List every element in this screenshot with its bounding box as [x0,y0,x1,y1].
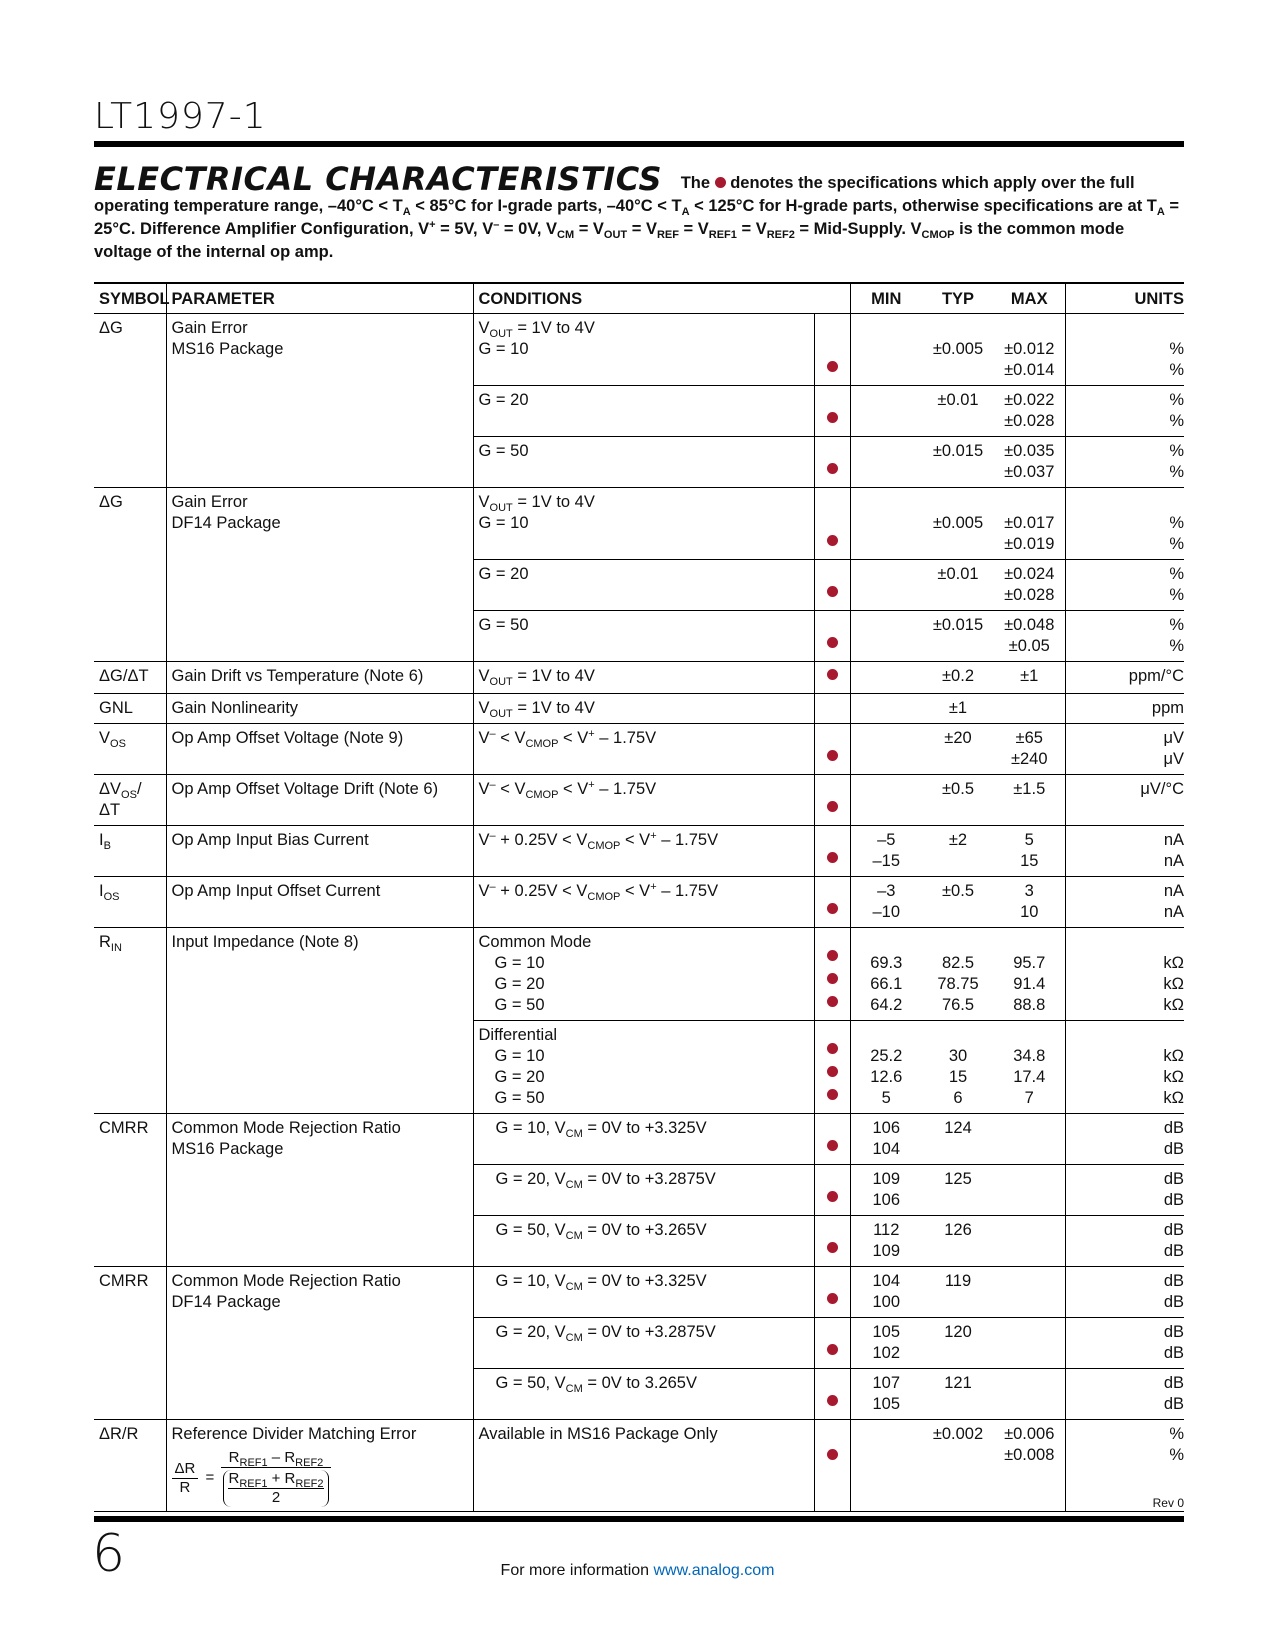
table-cell: 126 [922,1216,994,1267]
table-cell [850,386,922,437]
col-units: UNITS [1065,283,1184,314]
table-cell: ±2 [922,826,994,877]
bullet-dot-icon [827,637,838,648]
table-row [94,488,1184,560]
table-cell: CMRR [94,1114,166,1267]
bullet-dot-icon [827,535,838,546]
table-cell: $\Delta V_{OS}/\Delta T$ [94,775,166,826]
table-cell [814,611,850,662]
table-cell: % % [1065,386,1184,437]
table-cell: 95.7 91.4 88.8 [994,928,1065,1021]
header-rule [94,141,1184,147]
table-cell [814,775,850,826]
table-cell [814,1114,850,1165]
table-row [94,1267,1184,1318]
table-cell: μV μV [1065,724,1184,775]
table-cell: ±0.015 [922,611,994,662]
table-cell: nA nA [1065,826,1184,877]
table-cell: Op Amp Offset Voltage (Note 9) [166,724,473,775]
revision-label: Rev 0 [1152,1496,1184,1510]
col-typ: TYP [922,283,994,314]
table-cell: 104 100 [850,1267,922,1318]
table-cell [850,662,922,694]
table-cell: ±0.048 ±0.05 [994,611,1065,662]
table-cell [814,1318,850,1369]
table-cell: GNL [94,694,166,724]
table-cell: ±0.2 [922,662,994,694]
table-cell: ±65 ±240 [994,724,1065,775]
table-cell: $V^- < V_{CMOP} < V^+ - 1.75V$ [473,775,814,826]
table-cell: G = 50 [473,611,814,662]
table-cell: G = 10, $V_{CM} = 0V$ to +3.325V [473,1114,814,1165]
table-cell: $V^- < V_{CMOP} < V^+ - 1.75V$ [473,724,814,775]
table-cell: 109 106 [850,1165,922,1216]
table-cell [850,775,922,826]
table-cell [994,1369,1065,1420]
table-cell [850,488,922,560]
table-cell: –3 –10 [850,877,922,928]
table-row [94,775,1184,826]
table-cell: $V_{OUT} = 1V$ to 4V [473,694,814,724]
table-cell: $I_{OS}$ [94,877,166,928]
table-cell: Common Mode Rejection Ratio DF14 Package [166,1267,473,1420]
table-cell: G = 10, $V_{CM} = 0V$ to +3.325V [473,1267,814,1318]
bullet-dot-icon [827,1449,838,1460]
table-cell: % % [1065,437,1184,488]
footer-info: For more information www.analog.com [500,1562,775,1579]
table-cell: CMRR [94,1267,166,1420]
table-cell: Op Amp Input Offset Current [166,877,473,928]
table-cell: Common Mode Rejection Ratio MS16 Package [166,1114,473,1267]
table-row [94,1420,1184,1512]
bullet-dot-icon [827,1344,838,1355]
table-cell: Gain Error MS16 Package [166,314,473,488]
table-cell: Op Amp Offset Voltage Drift (Note 6) [166,775,473,826]
table-cell: kΩ kΩ kΩ [1065,928,1184,1021]
table-cell: ±0.5 [922,775,994,826]
table-cell [814,1021,850,1114]
table-cell: $V^- + 0.25V < V_{CMOP} < V^+ - 1.75V$ [473,877,814,928]
table-cell: 124 [922,1114,994,1165]
electrical-characteristics-table [94,282,1184,1512]
table-cell: ±0.005 [922,314,994,386]
table-cell: ±0.017 ±0.019 [994,488,1065,560]
table-row [94,928,1184,1021]
bullet-dot-icon [827,1395,838,1406]
table-cell: Reference Divider Matching Error $\frac{\Delta R}{R}$ = $R_{REF1} - R_{REF2}$ $R_{REF1} + R_{REF2}$ 2 [166,1420,473,1512]
table-cell: Gain Drift vs Temperature (Note 6) [166,662,473,694]
table-cell: ±1.5 [994,775,1065,826]
table-cell: G = 50, $V_{CM} = 0V$ to 3.265V [473,1369,814,1420]
table-cell [814,662,850,694]
bullet-dot-icon [827,1191,838,1202]
table-cell [994,1216,1065,1267]
table-cell: μV/°C [1065,775,1184,826]
table-cell: % % [1065,560,1184,611]
table-cell: ±0.024 ±0.028 [994,560,1065,611]
table-cell: $R_{IN}$ [94,928,166,1114]
table-cell: G = 20 [473,560,814,611]
table-cell: ppm/°C [1065,662,1184,694]
table-cell: G = 20, $V_{CM} = 0V$ to +3.2875V [473,1318,814,1369]
table-cell: % % [1065,488,1184,560]
table-cell [994,1318,1065,1369]
table-cell [814,877,850,928]
section-title: ELECTRICAL CHARACTERISTICS [94,160,663,198]
table-cell [814,928,850,1021]
table-cell: ±0.015 [922,437,994,488]
table-cell: dB dB [1065,1267,1184,1318]
website-link[interactable]: www.analog.com [653,1562,775,1579]
table-cell [814,724,850,775]
table-cell: $V_{OUT} = 1V$ to 4V G = 10 [473,488,814,560]
table-row [94,694,1184,724]
table-cell [814,826,850,877]
col-conditions: CONDITIONS [473,283,850,314]
bullet-dot-icon [827,412,838,423]
table-cell: kΩ kΩ kΩ [1065,1021,1184,1114]
table-cell: ±0.006 ±0.008 [994,1420,1065,1512]
bullet-dot-icon [827,1293,838,1304]
col-max: MAX [994,283,1065,314]
table-row [94,826,1184,877]
table-cell: 107 105 [850,1369,922,1420]
table-cell: 30 15 6 [922,1021,994,1114]
bullet-dot-icon [827,1043,838,1054]
table-cell: 3 10 [994,877,1065,928]
table-cell: dB dB [1065,1165,1184,1216]
table-cell: Input Impedance (Note 8) [166,928,473,1114]
table-cell: ±1 [922,694,994,724]
bullet-dot-icon [827,463,838,474]
table-cell: –5 –15 [850,826,922,877]
table-row [94,1114,1184,1165]
table-cell: dB dB [1065,1318,1184,1369]
table-cell: dB dB [1065,1114,1184,1165]
table-cell: ΔR/R [94,1420,166,1512]
table-cell: $V^- + 0.25V < V_{CMOP} < V^+ - 1.75V$ [473,826,814,877]
bullet-dot-icon [827,1140,838,1151]
table-cell: Available in MS16 Package Only [473,1420,814,1512]
table-cell: ±0.005 [922,488,994,560]
table-cell: 69.3 66.1 64.2 [850,928,922,1021]
table-cell: Gain Error DF14 Package [166,488,473,662]
table-cell: 34.8 17.4 7 [994,1021,1065,1114]
footer-rule [94,1516,1184,1522]
table-cell: ±0.01 [922,560,994,611]
table-cell: ±0.01 [922,386,994,437]
table-cell: ppm [1065,694,1184,724]
table-cell [850,724,922,775]
table-cell: ΔG [94,488,166,662]
bullet-dot-icon [827,1089,838,1100]
bullet-dot-icon [827,361,838,372]
bullet-dot-icon [715,177,726,188]
table-cell: nA nA [1065,877,1184,928]
table-cell [814,1267,850,1318]
bullet-dot-icon [827,669,838,680]
bullet-dot-icon [827,950,838,961]
table-cell: 112 109 [850,1216,922,1267]
table-cell: % % [1065,314,1184,386]
table-cell: Differential G = 10 G = 20 G = 50 [473,1021,814,1114]
table-cell: $V_{OUT} = 1V$ to 4V [473,662,814,694]
table-cell: ±0.002 [922,1420,994,1512]
section-header: ELECTRICAL CHARACTERISTICS The denotes the specifications which apply over the full operating temperature range, $-40^\circ C < T_A < 85^\circ C$ for I-grade parts, $-40^\circ C < T_A < 125^\circ C$ for H-grade parts, otherwise specifications are at $T_A = 25^\circ C$. Difference Amplifier Configuration, V+ = 5V, V– = 0V, $V_{CM} = V_{OUT} = V_{REF} = V_{REF1} = V_{REF2}$ = Mid-Supply. $V_{CMOP}$ is the common mode voltage of the internal op amp. [94,160,1180,261]
table-cell: 106 104 [850,1114,922,1165]
bullet-dot-icon [827,1242,838,1253]
table-cell: dB dB [1065,1216,1184,1267]
bullet-dot-icon [827,996,838,1007]
table-cell: Op Amp Input Bias Current [166,826,473,877]
table-cell: ΔG [94,314,166,488]
col-min: MIN [850,283,922,314]
page-number: 6 [92,1524,126,1584]
table-cell [814,386,850,437]
part-number: LT1997-1 [94,96,267,137]
table-cell: $V_{OS}$ [94,724,166,775]
table-cell: 119 [922,1267,994,1318]
table-cell [814,314,850,386]
table-cell: ±20 [922,724,994,775]
bullet-dot-icon [827,586,838,597]
table-cell: Gain Nonlinearity [166,694,473,724]
table-cell [814,488,850,560]
table-cell: 25.2 12.6 5 [850,1021,922,1114]
table-cell [850,1420,922,1512]
table-cell: ±0.035 ±0.037 [994,437,1065,488]
table-cell: $V_{OUT} = 1V$ to 4V G = 10 [473,314,814,386]
bullet-dot-icon [827,801,838,812]
col-parameter: PARAMETER [166,283,473,314]
table-cell: 121 [922,1369,994,1420]
table-cell [850,560,922,611]
table-header-row [94,283,1184,314]
table-row [94,314,1184,386]
table-cell [850,437,922,488]
table-cell [814,560,850,611]
bullet-dot-icon [827,903,838,914]
table-cell: 105 102 [850,1318,922,1369]
table-cell: 5 15 [994,826,1065,877]
table-cell [814,1165,850,1216]
bullet-dot-icon [827,1066,838,1077]
delta-r-over-r-formula: $\frac{\Delta R}{R}$ = $R_{REF1} - R_{REF2}$ $R_{REF1} + R_{REF2}$ 2 [172,1449,331,1507]
col-symbol: SYMBOL [94,283,166,314]
table-cell [814,694,850,724]
table-cell: 82.5 78.75 76.5 [922,928,994,1021]
table-row [94,724,1184,775]
table-cell [994,1165,1065,1216]
bullet-dot-icon [827,750,838,761]
bullet-dot-icon [827,973,838,984]
table-cell [814,1216,850,1267]
table-cell [850,694,922,724]
table-cell: 120 [922,1318,994,1369]
bullet-dot-icon [827,852,838,863]
table-row [94,662,1184,694]
table-cell: Common Mode G = 10 G = 20 G = 50 [473,928,814,1021]
table-cell [994,1267,1065,1318]
table-cell: dB dB [1065,1369,1184,1420]
table-cell: ±0.5 [922,877,994,928]
table-cell: G = 50 [473,437,814,488]
table-cell: ±0.022 ±0.028 [994,386,1065,437]
table-cell: G = 20, $V_{CM} = 0V$ to +3.2875V [473,1165,814,1216]
table-cell [850,314,922,386]
table-cell: ±0.012 ±0.014 [994,314,1065,386]
table-cell: % % [1065,611,1184,662]
table-cell [814,1420,850,1512]
table-cell: $I_B$ [94,826,166,877]
table-cell: G = 50, $V_{CM} = 0V$ to +3.265V [473,1216,814,1267]
table-cell: % % [1065,1420,1184,1512]
table-cell: 125 [922,1165,994,1216]
table-cell: ΔG/ΔT [94,662,166,694]
table-cell [814,1369,850,1420]
table-cell [850,611,922,662]
table-row [94,877,1184,928]
table-cell [814,437,850,488]
table-cell [994,1114,1065,1165]
table-cell: G = 20 [473,386,814,437]
table-cell [994,694,1065,724]
table-cell: ±1 [994,662,1065,694]
